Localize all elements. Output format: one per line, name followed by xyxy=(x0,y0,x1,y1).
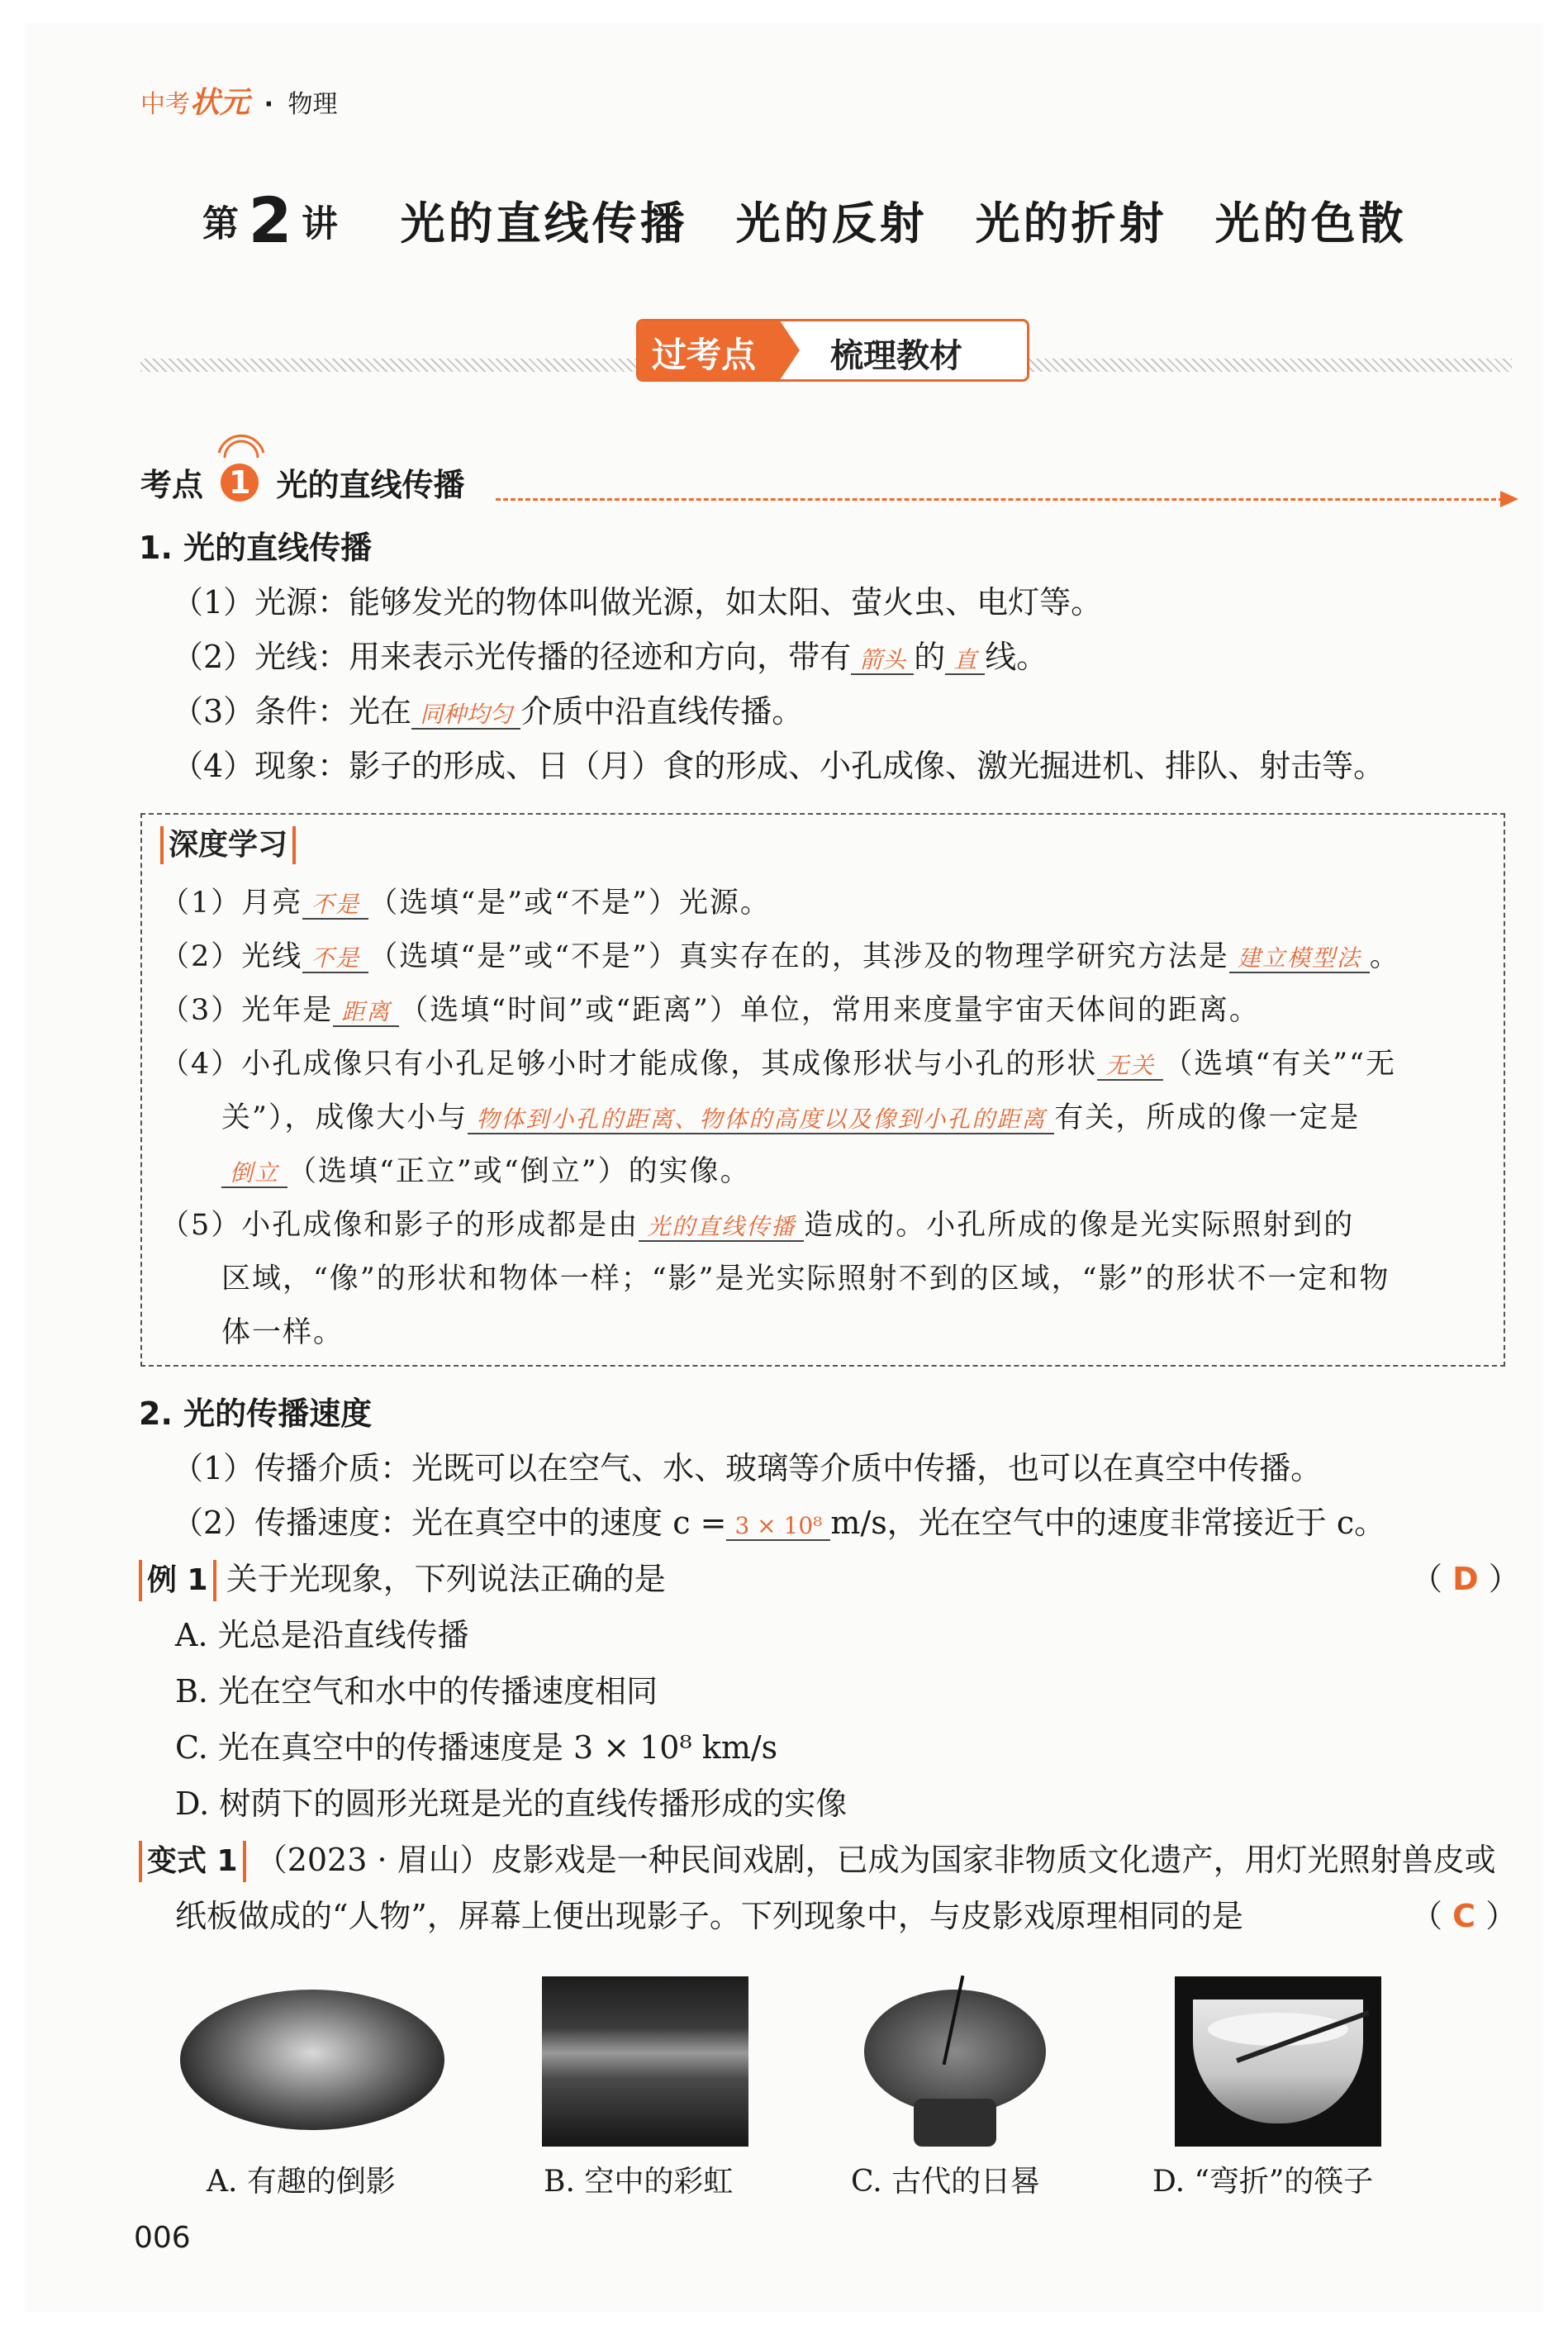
s1-line-2 xyxy=(172,636,1048,678)
s2-line-1: （1）传播介质：光既可以在空气、水、玻璃等介质中传播，也可以在真空中传播。 xyxy=(172,1450,1323,1486)
variant-1 xyxy=(139,1839,1518,1955)
var1-text-2: 纸板做成的“人物”，屏幕上便出现影子。下列现象中，与皮影戏原理相同的是 xyxy=(175,1898,1243,1934)
ex1-answer-paren: （ D ） xyxy=(1411,1561,1520,1597)
section-tag xyxy=(636,319,1029,382)
ex1-option-a: A. 光总是沿直线传播 xyxy=(175,1617,469,1653)
deep-5c: 造成的。小孔所成的像是光实际照射到的 xyxy=(804,1209,1355,1242)
deep-4 xyxy=(160,1044,1396,1085)
deep-4-cont-2 xyxy=(221,1151,751,1192)
deep-4c: （选填“有关”“无 xyxy=(1163,1048,1396,1081)
deep-5a: （5）小孔成像和影子的形成都是由 xyxy=(160,1209,639,1242)
deep-blank-6: 物体到小孔的距离、物体的高度以及像到小孔的距离 xyxy=(468,1107,1054,1134)
deep-3a: （3）光年是 xyxy=(160,994,334,1027)
hatch-left xyxy=(140,359,636,372)
deep-3 xyxy=(160,990,1260,1031)
deep-blank-5: 无关 xyxy=(1097,1053,1163,1081)
deep-1c: （选填“是”或“不是”）光源。 xyxy=(368,887,771,920)
var1-answer: C xyxy=(1452,1898,1475,1934)
caption-b: B. 空中的彩虹 xyxy=(544,2165,734,2199)
deep-2a: （2）光线 xyxy=(160,940,303,973)
ex1-stem-line xyxy=(139,1558,666,1601)
s1-line-4: （4）现象：影子的形成、日（月）食的形成、小孔成像、激光掘进机、排队、射击等。 xyxy=(172,748,1385,784)
deep-blank-3: 建立模型法 xyxy=(1229,946,1370,973)
var1-text-1: （2023 · 眉山）皮影戏是一种民间戏剧，已成为国家非物质文化遗产，用灯光照射兽皮或 xyxy=(255,1842,1496,1878)
deep-2 xyxy=(160,936,1400,977)
ex1-stem: 关于光现象，下列说法正确的是 xyxy=(226,1561,666,1597)
ex1-label: 例 1 xyxy=(139,1560,216,1601)
image-rainbow xyxy=(542,1976,748,2147)
arrow-right-icon xyxy=(1500,491,1520,507)
s2-line-2 xyxy=(172,1502,1385,1543)
s1-line-3 xyxy=(172,691,803,732)
s1-l2-text-a: （2）光线：用来表示光传播的径迹和方向，带有 xyxy=(172,639,852,675)
tag-right: 梳理教材 xyxy=(830,337,962,375)
deep-1a: （1）月亮 xyxy=(160,887,303,920)
deep-5-cont-2: 体一样。 xyxy=(221,1316,344,1349)
deep-blank-8: 光的直线传播 xyxy=(639,1215,804,1242)
lecture-number: 2 xyxy=(248,183,292,257)
s1-l2-text-c: 的 xyxy=(914,639,946,675)
deep-title-text: 深度学习 xyxy=(160,826,296,864)
lecture-title xyxy=(202,183,1407,257)
s2-title: 2. 光的传播速度 xyxy=(139,1396,373,1432)
deep-5 xyxy=(160,1205,1354,1246)
kaodian-heading xyxy=(140,459,465,505)
header-dot: · xyxy=(264,90,273,119)
deep-4d: 关”），成像大小与 xyxy=(221,1101,468,1134)
s1-line-1: （1）光源：能够发光的物体叫做光源，如太阳、萤火虫、电灯等。 xyxy=(172,584,1103,621)
deep-learning-box xyxy=(140,813,1505,1367)
s1-l3-text-c: 介质中沿直线传播。 xyxy=(520,693,804,730)
caption-a: A. 有趣的倒影 xyxy=(207,2165,396,2199)
var1-line-1 xyxy=(139,1839,1496,1882)
section-2 xyxy=(139,1393,1502,1558)
s1-blank-medium: 同种均匀 xyxy=(411,702,520,730)
page-number: 006 xyxy=(134,2221,191,2255)
deep-blank-4: 距离 xyxy=(333,1000,399,1027)
caption-d: D. “弯折”的筷子 xyxy=(1152,2165,1374,2199)
var1-answer-paren: （ C ） xyxy=(1411,1898,1518,1934)
ex1-answer: D xyxy=(1452,1561,1479,1597)
deep-4-cont xyxy=(221,1097,1360,1139)
s1-blank-arrow: 箭头 xyxy=(851,648,914,675)
kaodian-rule xyxy=(496,498,1504,501)
s1-l2-text-e: 线。 xyxy=(985,639,1048,675)
deep-4a: （4）小孔成像只有小孔足够小时才能成像，其成像形状与小孔的形状 xyxy=(160,1048,1098,1081)
ex1-option-d: D. 树荫下的圆形光斑是光的直线传播形成的实像 xyxy=(175,1786,848,1822)
deep-2e: 。 xyxy=(1369,940,1400,973)
deep-4h: （选填“正立”或“倒立”）的实像。 xyxy=(287,1155,751,1188)
header-brand xyxy=(140,79,338,121)
deep-blank-1: 不是 xyxy=(302,892,368,920)
header-subject: 物理 xyxy=(287,90,338,119)
lecture-heading: 光的直线传播 光的反射 光的折射 光的色散 xyxy=(400,197,1407,250)
deep-3c: （选填“时间”或“距离”）单位，常用来度量宇宙天体间的距离。 xyxy=(399,994,1260,1027)
kaodian-number: 1 xyxy=(221,464,259,502)
deep-2c: （选填“是”或“不是”）真实存在的，其涉及的物理学研究方法是 xyxy=(368,940,1229,973)
deep-1 xyxy=(160,882,771,924)
ex1-option-c: C. 光在真空中的传播速度是 3 × 10⁸ km/s xyxy=(175,1729,778,1766)
brand-b: 状元 xyxy=(190,86,250,120)
sundial-base xyxy=(914,2099,996,2147)
var1-label: 变式 1 xyxy=(139,1841,246,1882)
kaodian-label: 考点 xyxy=(140,467,204,503)
s1-title: 1. 光的直线传播 xyxy=(139,530,373,566)
s2-l2-text-c: m/s，光在空气中的速度非常接近于 c。 xyxy=(830,1505,1386,1541)
example-1 xyxy=(139,1558,1520,1822)
caption-c: C. 古代的日晷 xyxy=(851,2165,1041,2199)
lecture-suffix: 讲 xyxy=(302,202,339,245)
tag-left: 过考点 xyxy=(652,335,757,375)
deep-blank-2: 不是 xyxy=(302,946,368,973)
kaodian-title: 光的直线传播 xyxy=(276,467,465,503)
signal-icon xyxy=(216,433,266,461)
image-sundial xyxy=(856,1975,1054,2148)
ex1-option-b: B. 光在空气和水中的传播速度相同 xyxy=(175,1673,658,1709)
deep-blank-7: 倒立 xyxy=(221,1161,287,1188)
hatch-right xyxy=(1024,359,1512,372)
section-1 xyxy=(139,527,1502,792)
image-chopsticks xyxy=(1175,1976,1381,2147)
lecture-prefix: 第 xyxy=(202,202,239,245)
brand-a: 中考 xyxy=(140,90,190,119)
s1-l3-text-a: （3）条件：光在 xyxy=(172,693,412,730)
s2-blank-speed: 3 × 10⁸ xyxy=(726,1514,830,1541)
image-reflection xyxy=(180,1990,444,2130)
deep-title xyxy=(160,826,296,864)
s2-l2-text-a: （2）传播速度：光在真空中的速度 c = xyxy=(172,1505,727,1541)
deep-4f: 有关，所成的像一定是 xyxy=(1054,1101,1361,1134)
s1-blank-straight: 直 xyxy=(945,648,985,675)
deep-5-cont: 区域，“像”的形状和物体一样；“影”是光实际照射不到的区域，“影”的形状不一定和物 xyxy=(221,1262,1390,1296)
